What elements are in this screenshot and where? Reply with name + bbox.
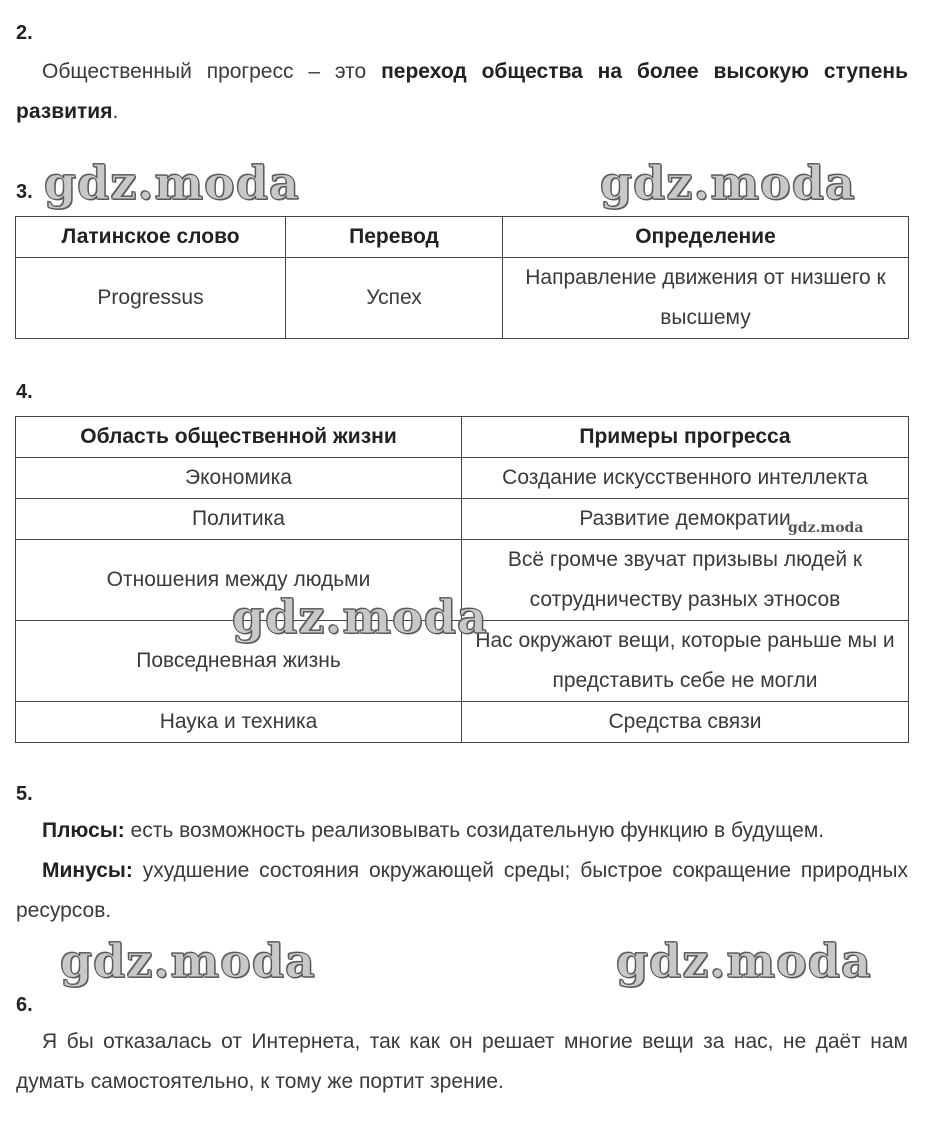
table-cell: Отношения между людьми (16, 540, 462, 621)
question-2-answer (16, 52, 908, 132)
question-4-table (15, 416, 909, 743)
watermark-logo: gdz.moda (44, 156, 300, 210)
watermark-logo: gdz.moda (788, 520, 864, 536)
pros-text: есть возможность реализовывать созидательную функцию в будущем. (124, 819, 825, 842)
question-5-number: 5. (16, 783, 33, 805)
table-cell: Средства связи (462, 702, 909, 743)
question-4-number: 4. (16, 381, 33, 403)
question-6-answer: Я бы отказалась от Интернета, так как он решает многие вещи за нас, не даёт нам думать самостоятельно, к тому же портит зрение. (16, 1030, 908, 1093)
table-header: Область общественной жизни (16, 417, 462, 458)
question-2-text: Общественный прогресс – это (42, 60, 382, 83)
table-header: Перевод (286, 217, 503, 258)
question-5-cons (16, 851, 908, 931)
table-cell: Нас окружают вещи, которые раньше мы и представить себе не могли (462, 621, 909, 702)
cons-label: Минусы: (42, 859, 133, 882)
watermark-logo: gdz.moda (600, 156, 856, 210)
question-2-end: . (112, 100, 119, 123)
question-2-bold-text: переход общества на более высокую ступень развития (16, 60, 908, 123)
question-3-number: 3. (16, 181, 33, 203)
watermark-logo: gdz.moda (232, 590, 488, 644)
table-cell: Повседневная жизнь (16, 621, 462, 702)
table-cell: Развитие демократии (462, 499, 909, 540)
watermark-logo: gdz.moda (616, 934, 872, 988)
question-6-number: 6. (16, 994, 33, 1016)
table-cell: Всё громче звучат призывы людей к сотрудничеству разных этносов (462, 540, 909, 621)
table-row (16, 499, 909, 540)
watermark-logo: gdz.moda (60, 934, 316, 988)
table-cell: Экономика (16, 458, 462, 499)
table-row (16, 458, 909, 499)
question-3-table (15, 216, 909, 339)
table-cell: Создание искусственного интеллекта (462, 458, 909, 499)
table-cell: Успех (286, 258, 503, 339)
table-cell: Наука и техника (16, 702, 462, 743)
table-cell: Progressus (16, 258, 286, 339)
table-header: Латинское слово (16, 217, 286, 258)
table-cell: Направление движения от низшего к высшему (503, 258, 909, 339)
question-2-number: 2. (16, 22, 33, 44)
table-cell: Политика (16, 499, 462, 540)
pros-label: Плюсы: (42, 819, 125, 842)
question-5-pros (16, 811, 908, 851)
table-header: Определение (503, 217, 909, 258)
table-row (16, 702, 909, 743)
table-header: Примеры прогресса (462, 417, 909, 458)
cons-text: ухудшение состояния окружающей среды; быстрое сокращение природных ресурсов. (16, 859, 908, 922)
